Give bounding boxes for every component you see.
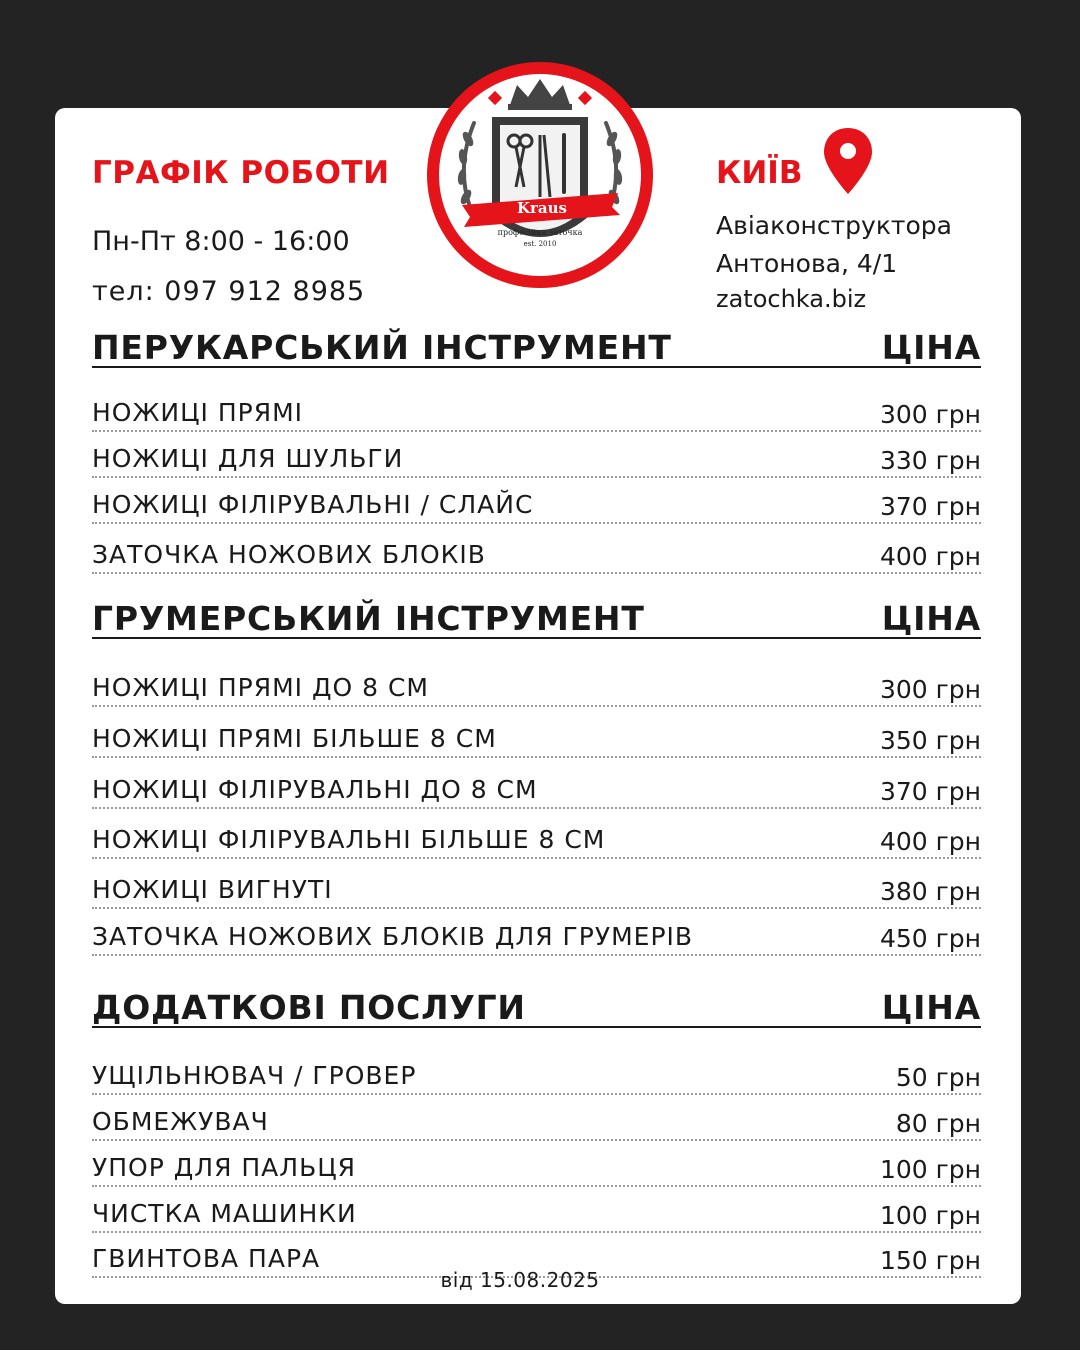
price-row: [92, 538, 981, 574]
service-name: НОЖИЦІ ПРЯМІ ДО 8 СМ: [92, 673, 430, 702]
service-price: 370 грн: [879, 492, 981, 521]
service-name: НОЖИЦІ ФІЛІРУВАЛЬНІ / СЛАЙС: [92, 490, 534, 519]
service-price: 80 грн: [895, 1109, 981, 1138]
website-link[interactable]: zatochka.biz: [716, 285, 867, 313]
logo-established: est. 2010: [523, 240, 557, 248]
service-name: НОЖИЦІ ПРЯМІ БІЛЬШЕ 8 СМ: [92, 724, 497, 753]
service-name: НОЖИЦІ ПРЯМІ: [92, 398, 304, 427]
service-price: 450 грн: [879, 924, 981, 953]
service-name: ЗАТОЧКА НОЖОВИХ БЛОКІВ ДЛЯ ГРУМЕРІВ: [92, 922, 694, 951]
working-hours: Пн-Пт 8:00 - 16:00: [92, 226, 350, 257]
service-name: НОЖИЦІ ФІЛІРУВАЛЬНІ БІЛЬШЕ 8 СМ: [92, 825, 606, 854]
section-title: ДОДАТКОВІ ПОСЛУГИ: [92, 988, 526, 1027]
price-column-header: ЦІНА: [881, 328, 981, 367]
kraus-logo: [422, 57, 658, 293]
service-price: 350 грн: [879, 726, 981, 755]
price-row: [92, 442, 981, 478]
price-date: від 15.08.2025: [440, 1268, 600, 1292]
service-name: НОЖИЦІ ФІЛІРУВАЛЬНІ ДО 8 СМ: [92, 775, 538, 804]
service-name: ОБМЕЖУВАЧ: [92, 1107, 269, 1136]
service-name: ЧИСТКА МАШИНКИ: [92, 1199, 357, 1228]
logo-brand: Kraus: [516, 199, 568, 217]
section-header-extra: [92, 990, 981, 1028]
section-header-grooming: [92, 601, 981, 639]
service-price: 330 грн: [879, 446, 981, 475]
service-price: 300 грн: [879, 400, 981, 429]
service-price: 100 грн: [879, 1201, 981, 1230]
service-price: 380 грн: [879, 877, 981, 906]
price-row: [92, 920, 981, 956]
location-pin-icon: [822, 126, 874, 196]
service-price: 100 грн: [879, 1155, 981, 1184]
address-line-2: Антонова, 4/1: [716, 249, 898, 278]
phone-number[interactable]: тел: 097 912 8985: [92, 276, 366, 307]
service-price: 370 грн: [879, 777, 981, 806]
price-row: [92, 1151, 981, 1187]
logo-subtitle: професійна заточка: [497, 228, 583, 237]
service-name: НОЖИЦІ ВИГНУТІ: [92, 875, 333, 904]
section-header-hairdressing: [92, 330, 981, 368]
service-price: 400 грн: [879, 827, 981, 856]
price-row: [92, 1197, 981, 1233]
service-price: 300 грн: [879, 675, 981, 704]
price-row: [92, 671, 981, 707]
service-name: УПОР ДЛЯ ПАЛЬЦЯ: [92, 1153, 357, 1182]
service-name: ГВИНТОВА ПАРА: [92, 1244, 321, 1273]
service-price: 50 грн: [895, 1063, 981, 1092]
price-row: [92, 488, 981, 524]
section-title: ПЕРУКАРСЬКИЙ ІНСТРУМЕНТ: [92, 328, 672, 367]
price-row: [92, 722, 981, 758]
price-row: [92, 396, 981, 432]
service-name: ЗАТОЧКА НОЖОВИХ БЛОКІВ: [92, 540, 486, 569]
service-name: НОЖИЦІ ДЛЯ ШУЛЬГИ: [92, 444, 404, 473]
price-column-header: ЦІНА: [881, 988, 981, 1027]
hours-title: ГРАФІК РОБОТИ: [92, 155, 390, 191]
section-title: ГРУМЕРСЬКИЙ ІНСТРУМЕНТ: [92, 599, 645, 638]
service-price: 400 грн: [879, 542, 981, 571]
price-row: [92, 773, 981, 809]
price-row: [92, 823, 981, 859]
address-line-1: Авіаконструктора: [716, 211, 952, 240]
address: [716, 207, 952, 283]
service-name: УЩІЛЬНЮВАЧ / ГРОВЕР: [92, 1061, 417, 1090]
city-title: КИЇВ: [716, 155, 803, 191]
price-column-header: ЦІНА: [881, 599, 981, 638]
price-row: [92, 873, 981, 909]
service-price: 150 грн: [879, 1246, 981, 1275]
price-row: [92, 1105, 981, 1141]
price-row: [92, 1059, 981, 1095]
